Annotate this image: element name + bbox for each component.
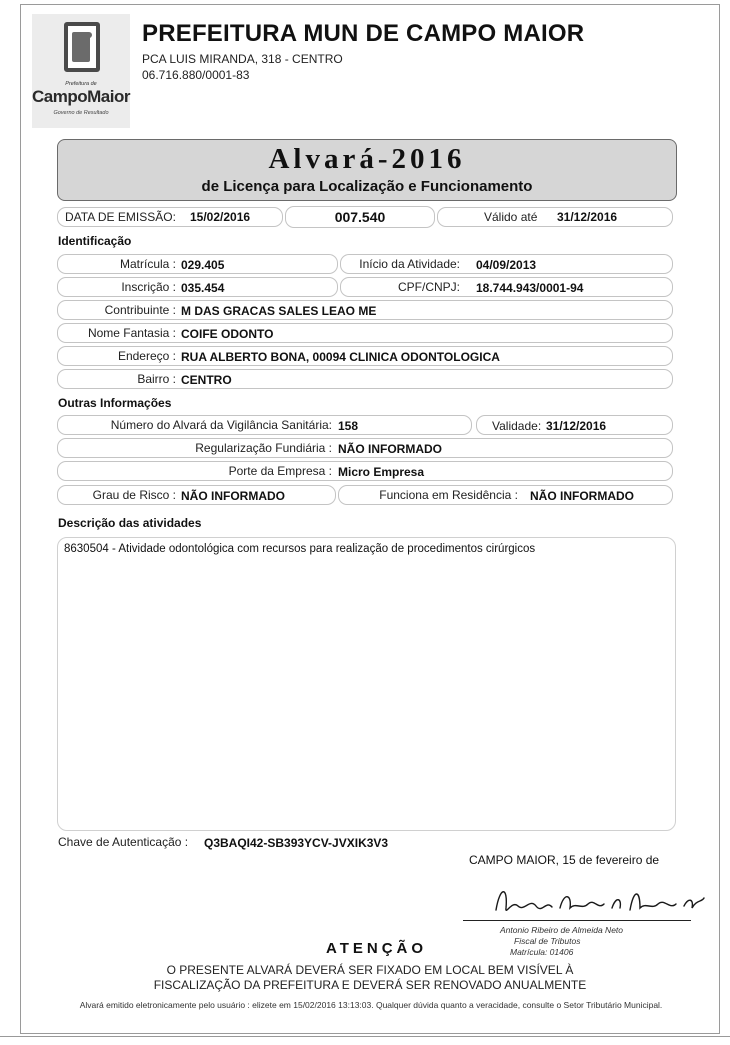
emission-date-label: DATA DE EMISSÃO:: [65, 210, 176, 224]
bairro-value: CENTRO: [181, 373, 232, 387]
signatory-matricula: Matrícula: 01406: [510, 947, 574, 957]
section-outras-informacoes: Outras Informações: [58, 396, 172, 410]
signatory-role: Fiscal de Tributos: [514, 936, 581, 946]
org-address: PCA LUIS MIRANDA, 318 - CENTRO: [142, 52, 343, 66]
grau-risco-label: Grau de Risco :: [92, 488, 176, 502]
descricao-text: 8630504 - Atividade odontológica com recursos para realização de procedimentos cirúrgicos: [64, 543, 536, 555]
signature-line: [463, 920, 691, 921]
alvara-vigilancia-label: Número do Alvará da Vigilância Sanitária:: [110, 418, 332, 432]
org-cnpj: 06.716.880/0001-83: [142, 68, 250, 82]
atencao-title: ATENÇÃO: [326, 940, 428, 957]
cpf-cnpj-label: CPF/CNPJ:: [397, 280, 460, 294]
section-identificacao: Identificação: [58, 234, 132, 248]
valid-until-field: [437, 207, 673, 227]
valid-until-value: 31/12/2016: [557, 210, 618, 224]
autenticacao-label: Chave de Autenticação :: [58, 835, 189, 849]
funciona-residencia-value: NÃO INFORMADO: [530, 489, 634, 503]
porte-empresa-label: Porte da Empresa :: [228, 464, 332, 478]
flag-icon: [64, 22, 100, 72]
city-date: CAMPO MAIOR, 15 de fevereiro de: [469, 853, 660, 867]
funciona-residencia-label: Funciona em Residência :: [379, 488, 518, 502]
nome-fantasia-value: COIFE ODONTO: [181, 327, 274, 341]
endereco-value: RUA ALBERTO BONA, 00094 CLINICA ODONTOLOGICA: [181, 350, 500, 364]
autenticacao-value: Q3BAQI42-SB393YCV-JVXIK3V3: [204, 836, 389, 850]
matricula-value: 029.405: [181, 258, 225, 272]
validade-vigilancia-value: 31/12/2016: [546, 419, 607, 433]
descricao-box: [57, 537, 676, 831]
inscricao-label: Inscrição :: [121, 280, 176, 294]
nome-fantasia-label: Nome Fantasia :: [87, 326, 176, 340]
atencao-line-1: O PRESENTE ALVARÁ DEVERÁ SER FIXADO EM LOCAL BEM VISÍVEL À: [166, 963, 574, 977]
bairro-label: Bairro :: [137, 372, 176, 386]
emission-date-value: 15/02/2016: [190, 210, 251, 224]
valid-until-label: Válido até: [484, 210, 538, 224]
document-subtitle: de Licença para Localização e Funcionamento: [201, 178, 533, 195]
contribuinte-value: M DAS GRACAS SALES LEAO ME: [181, 304, 377, 318]
inicio-atividade-label: Início da Atividade:: [359, 257, 460, 271]
signatory-name: Antonio Ribeiro de Almeida Neto: [500, 925, 624, 935]
endereco-label: Endereço :: [117, 349, 176, 363]
cpf-cnpj-value: 18.744.943/0001-94: [476, 281, 584, 295]
validade-vigilancia-label: Validade:: [492, 419, 542, 433]
inicio-atividade-value: 04/09/2013: [476, 258, 537, 272]
regularizacao-fundiaria-value: NÃO INFORMADO: [338, 442, 442, 456]
porte-empresa-value: Micro Empresa: [338, 465, 425, 479]
scan-edge: [0, 1036, 730, 1037]
logo-name: CampoMaior: [32, 87, 130, 106]
org-name: PREFEITURA MUN DE CAMPO MAIOR: [142, 20, 585, 47]
matricula-label: Matrícula :: [119, 257, 176, 271]
regularizacao-fundiaria-label: Regularização Fundiária :: [195, 441, 332, 455]
inscricao-value: 035.454: [181, 281, 225, 295]
alvara-vigilancia-value: 158: [338, 419, 359, 433]
logo-pre-text: Prefeitura de: [65, 81, 97, 87]
logo-tagline: Governo de Resultado: [53, 110, 109, 116]
atencao-line-2: FISCALIZAÇÃO DA PREFEITURA E DEVERÁ SER RENOVADO ANUALMENTE: [153, 978, 587, 992]
grau-risco-value: NÃO INFORMADO: [181, 489, 285, 503]
document-title: Alvará-2016: [268, 143, 466, 175]
alvara-number: 007.540: [334, 209, 386, 225]
contribuinte-label: Contribuinte :: [104, 303, 176, 317]
section-descricao: Descrição das atividades: [58, 516, 202, 530]
handwritten-signature: [490, 880, 710, 924]
footer-note: Alvará emitido eletronicamente pelo usuário : elizete em 15/02/2016 13:13:03. Qualquer dúvida quanto a veracidade, consulte o Setor Tributário Municipal.: [79, 1000, 663, 1010]
